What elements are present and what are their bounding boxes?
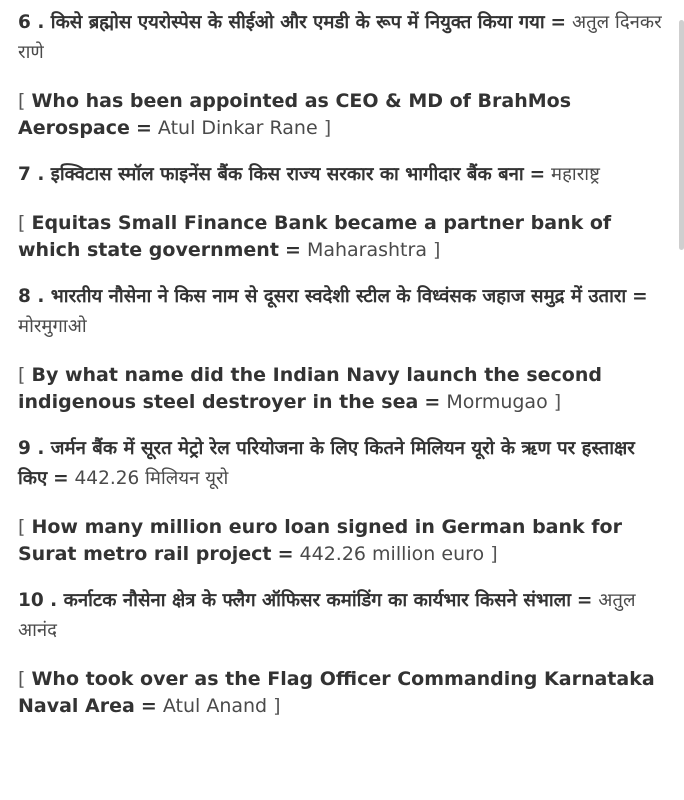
english-qa-10 [18, 666, 668, 720]
hindi-question: 7 . इक्विटास स्मॉल फाइनेंस बैंक किस राज्य सरकार का भागीदार बैंक बना [18, 164, 524, 185]
quiz-content [18, 8, 668, 738]
equals-sign: = [576, 590, 593, 611]
hindi-qa-9 [18, 434, 668, 494]
hindi-question: 8 . भारतीय नौसेना ने किस नाम से दूसरा स्वदेशी स्टील के विध्वंसक जहाज समुद्र में उतारा [18, 286, 627, 307]
open-bracket: [ [18, 90, 26, 112]
hindi-answer: 442.26 मिलियन यूरो [74, 468, 229, 489]
close-bracket: ] [490, 543, 498, 565]
hindi-answer: अतुल दिनकर राणे [18, 12, 662, 63]
english-answer: Maharashtra [306, 239, 427, 261]
hindi-qa-8 [18, 282, 668, 342]
hindi-question: 10 . कर्नाटक नौसेना क्षेत्र के फ्लैग ऑफिसर कमांडिंग का कार्यभार किसने संभाला [18, 590, 571, 611]
open-bracket: [ [18, 364, 26, 386]
open-bracket: [ [18, 668, 26, 690]
english-answer: 442.26 million euro [299, 543, 485, 565]
english-answer: Atul Anand [162, 695, 268, 717]
hindi-qa-6 [18, 8, 668, 68]
hindi-qa-10 [18, 586, 668, 646]
open-bracket: [ [18, 212, 26, 234]
close-bracket: ] [323, 117, 332, 139]
english-answer: Atul Dinkar Rane [157, 117, 318, 139]
hindi-answer: महाराष्ट्र [551, 164, 600, 185]
equals-sign: = [53, 468, 69, 489]
equals-sign: = [140, 695, 157, 717]
equals-sign: = [632, 286, 648, 307]
equals-sign: = [550, 12, 567, 33]
close-bracket: ] [433, 239, 441, 261]
english-question: How many million euro loan signed in German bank for Surat metro rail project [18, 516, 622, 565]
english-qa-6 [18, 88, 668, 142]
close-bracket: ] [553, 391, 562, 413]
hindi-question: 6 . किसे ब्रह्मोस एयरोस्पेस के सीईओ और एमडी के रूप में नियुक्त किया गया [18, 12, 545, 33]
hindi-answer: मोरमुगाओ [18, 316, 87, 337]
equals-sign: = [135, 117, 152, 139]
equals-sign: = [424, 391, 441, 413]
hindi-qa-7 [18, 160, 668, 190]
english-qa-9 [18, 514, 668, 568]
equals-sign: = [529, 164, 546, 185]
english-question: Equitas Small Finance Bank became a partner bank of which state government [18, 212, 612, 261]
hindi-answer: अतुल आनंद [18, 590, 636, 641]
open-bracket: [ [18, 516, 26, 538]
english-qa-8 [18, 362, 668, 416]
scrollbar[interactable] [679, 20, 684, 250]
close-bracket: ] [273, 695, 281, 717]
english-question: By what name did the Indian Navy launch the second indigenous steel destroyer in the sea [18, 364, 602, 413]
english-qa-7 [18, 210, 668, 264]
hindi-question: 9 . जर्मन बैंक में सूरत मेट्रो रेल परियोजना के लिए कितने मिलियन यूरो के ऋण पर हस्ताक्षर किए [18, 438, 635, 489]
english-question: Who has been appointed as CEO & MD of BrahMos Aerospace [18, 90, 572, 139]
equals-sign: = [277, 543, 294, 565]
english-answer: Mormugao [446, 391, 548, 413]
english-question: Who took over as the Flag Officer Commanding Karnataka Naval Area [18, 668, 655, 717]
equals-sign: = [284, 239, 301, 261]
